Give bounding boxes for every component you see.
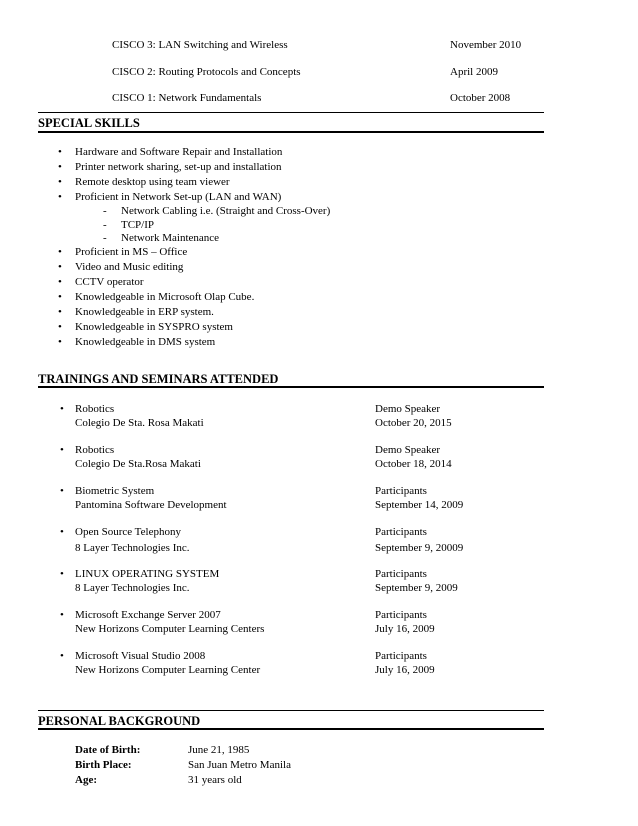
skill-item: Knowledgeable in Microsoft Olap Cube. [75,291,255,303]
bullet-glyph: • [58,291,62,303]
sub-item-marker: - [103,205,107,217]
training-title: Biometric System [75,485,155,497]
bullet-glyph: • [58,321,62,333]
course-name: CISCO 3: LAN Switching and Wireless [112,39,288,51]
bullet-glyph: • [58,191,62,203]
training-org: 8 Layer Technologies Inc. [75,542,190,554]
skill-item: Proficient in MS – Office [75,246,188,258]
training-role: Participants [375,568,427,580]
course-name: CISCO 2: Routing Protocols and Concepts [112,66,301,78]
skill-sub-item: Network Cabling i.e. (Straight and Cross-Over) [121,205,331,217]
training-org: New Horizons Computer Learning Center [75,664,261,676]
bullet-glyph: • [58,276,62,288]
bullet-glyph: • [60,568,64,580]
bullet-glyph: • [58,306,62,318]
training-org: Pantomina Software Development [75,499,227,511]
skill-item: Knowledgeable in ERP system. [75,306,214,318]
training-title: Robotics [75,444,115,456]
training-org: New Horizons Computer Learning Centers [75,623,265,635]
training-role: Participants [375,485,427,497]
bullet-glyph: • [60,485,64,497]
training-role: Participants [375,609,427,621]
section-underline [38,728,544,730]
course-date: November 2010 [450,39,522,51]
skill-sub-item: TCP/IP [121,219,155,231]
bullet-glyph: • [58,146,62,158]
training-role: Participants [375,526,427,538]
bullet-glyph: • [58,161,62,173]
section-title-personal-background: PERSONAL BACKGROUND [38,714,201,728]
bullet-glyph: • [60,403,64,415]
detail-label: Date of Birth: [75,744,141,756]
section-underline [38,386,544,388]
training-role: Demo Speaker [375,403,441,415]
training-title: Robotics [75,403,115,415]
training-title: Microsoft Exchange Server 2007 [75,609,221,621]
skill-item: Hardware and Software Repair and Installation [75,146,283,158]
skill-item: Remote desktop using team viewer [75,176,230,188]
training-title: LINUX OPERATING SYSTEM [75,568,220,580]
detail-label: Birth Place: [75,759,132,771]
section-title-special-skills: SPECIAL SKILLS [38,116,140,130]
detail-label: Age: [75,774,97,786]
section-divider [38,112,544,113]
skill-item: Knowledgeable in SYSPRO system [75,321,233,333]
training-date: October 20, 2015 [375,417,452,429]
detail-value: June 21, 1985 [188,744,250,756]
detail-value: 31 years old [188,774,242,786]
bullet-glyph: • [58,336,62,348]
training-role: Participants [375,650,427,662]
bullet-glyph: • [60,444,64,456]
training-org: 8 Layer Technologies Inc. [75,582,190,594]
bullet-glyph: • [58,246,62,258]
training-role: Demo Speaker [375,444,441,456]
training-org: Colegio De Sta.Rosa Makati [75,458,201,470]
skill-item: Printer network sharing, set-up and installation [75,161,282,173]
bullet-glyph: • [60,650,64,662]
section-underline [38,131,544,133]
sub-item-marker: - [103,219,107,231]
bullet-glyph: • [58,176,62,188]
sub-item-marker: - [103,232,107,244]
training-title: Open Source Telephony [75,526,181,538]
training-date: July 16, 2009 [375,664,435,676]
skill-item: Proficient in Network Set-up (LAN and WAN) [75,191,282,203]
training-date: September 14, 2009 [375,499,464,511]
training-date: October 18, 2014 [375,458,452,470]
bullet-glyph: • [60,526,64,538]
training-date: September 9, 2009 [375,582,458,594]
course-date: October 2008 [450,92,511,104]
skill-item: Knowledgeable in DMS system [75,336,216,348]
course-date: April 2009 [450,66,498,78]
bullet-glyph: • [60,609,64,621]
section-divider [38,710,544,711]
skill-sub-item: Network Maintenance [121,232,220,244]
detail-value: San Juan Metro Manila [188,759,291,771]
course-name: CISCO 1: Network Fundamentals [112,92,262,104]
bullet-glyph: • [58,261,62,273]
skill-item: CCTV operator [75,276,144,288]
training-title: Microsoft Visual Studio 2008 [75,650,206,662]
training-date: September 9, 20009 [375,542,464,554]
training-org: Colegio De Sta. Rosa Makati [75,417,204,429]
section-title-trainings: TRAININGS AND SEMINARS ATTENDED [38,372,279,386]
skill-item: Video and Music editing [75,261,184,273]
training-date: July 16, 2009 [375,623,435,635]
